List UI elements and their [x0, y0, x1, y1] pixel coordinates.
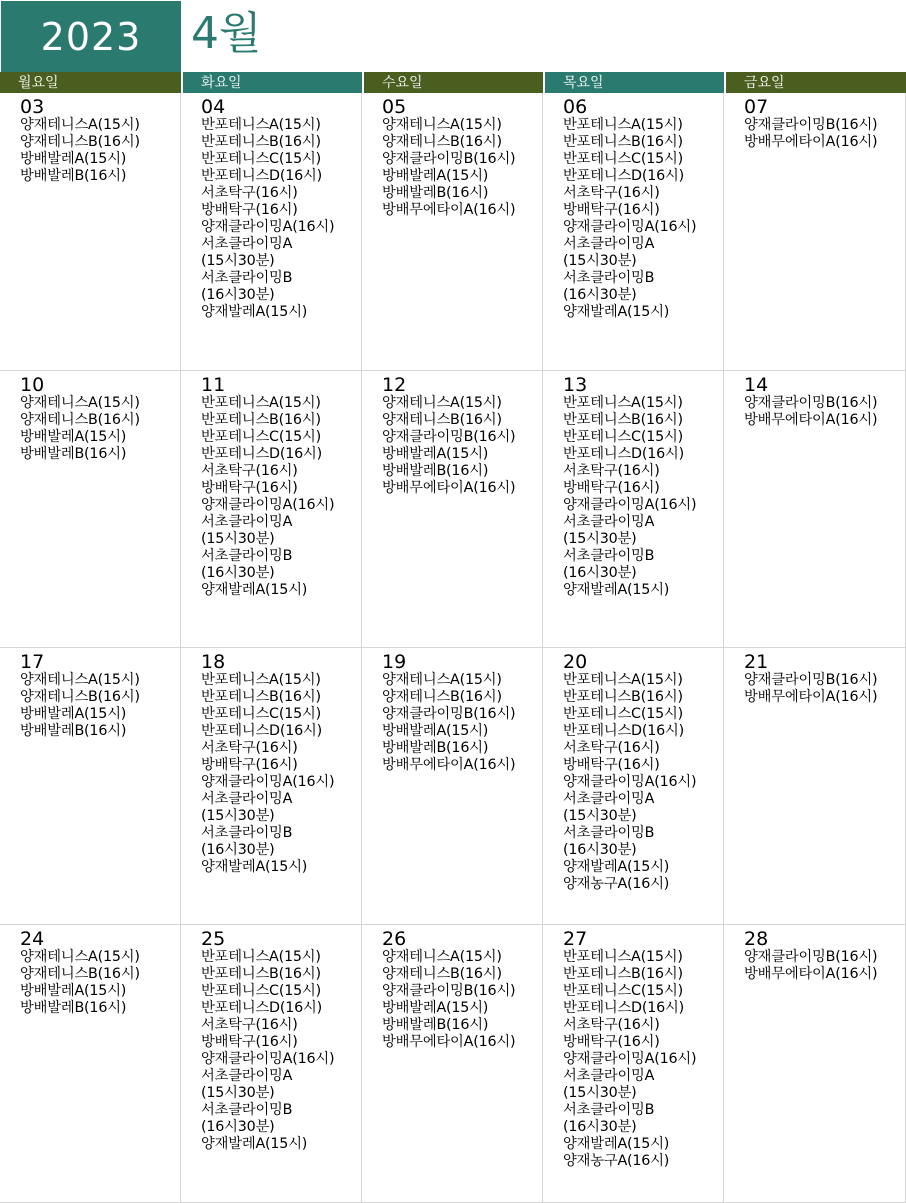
event-list — [382, 395, 540, 497]
event-item[interactable]: 양재클라이밍A(16시) — [563, 1051, 697, 1067]
event-item[interactable]: 반포테니스C(15시) — [563, 151, 683, 167]
event-item[interactable]: 방배무에타이A(16시) — [382, 1034, 516, 1050]
day-cell[interactable] — [181, 93, 362, 371]
event-item[interactable]: 반포테니스D(16시) — [563, 1000, 685, 1016]
event-item[interactable]: 방배발레B(16시) — [20, 1000, 127, 1016]
event-item[interactable]: 양재클라이밍B(16시) — [382, 983, 516, 999]
day-number: 06 — [563, 96, 588, 118]
day-cell[interactable] — [0, 371, 181, 648]
event-list — [744, 117, 903, 151]
event-item[interactable]: 방배발레B(16시) — [382, 185, 489, 201]
day-number: 14 — [744, 374, 769, 396]
event-item[interactable]: 양재발레A(15시) — [201, 582, 308, 598]
event-item[interactable]: 서초탁구(16시) — [201, 1017, 298, 1033]
day-cell[interactable] — [543, 925, 724, 1203]
event-item[interactable]: 서초탁구(16시) — [201, 185, 298, 201]
event-list — [201, 395, 359, 599]
event-item[interactable]: (16시30분) — [201, 565, 275, 581]
event-item[interactable]: 양재클라이밍B(16시) — [744, 672, 878, 688]
event-item[interactable]: 방배무에타이A(16시) — [744, 689, 878, 705]
event-item[interactable]: 반포테니스C(15시) — [563, 706, 683, 722]
event-item[interactable]: (16시30분) — [201, 1119, 275, 1135]
event-item[interactable]: 방배발레B(16시) — [20, 723, 127, 739]
month-title: 4월 — [191, 8, 262, 59]
event-item[interactable]: (16시30분) — [563, 565, 637, 581]
event-item[interactable]: 양재클라이밍A(16시) — [563, 774, 697, 790]
day-cell[interactable] — [724, 925, 906, 1203]
event-item[interactable]: 반포테니스C(15시) — [201, 151, 321, 167]
event-item[interactable]: 반포테니스B(16시) — [201, 134, 321, 150]
event-item[interactable]: 방배발레A(15시) — [20, 983, 127, 999]
event-item[interactable]: 방배발레B(16시) — [382, 740, 489, 756]
day-cell[interactable] — [362, 371, 543, 648]
event-list — [563, 117, 721, 321]
day-cell[interactable] — [0, 925, 181, 1203]
day-number: 27 — [563, 928, 588, 950]
event-item[interactable]: 반포테니스D(16시) — [201, 168, 323, 184]
event-item[interactable]: 양재테니스A(15시) — [382, 672, 502, 688]
weekday-header: 금요일 — [726, 72, 906, 93]
event-list — [744, 672, 903, 706]
event-item[interactable]: 서초클라이밍B — [563, 270, 655, 286]
event-item[interactable]: 양재클라이밍B(16시) — [382, 429, 516, 445]
event-item[interactable]: 양재테니스A(15시) — [20, 395, 140, 411]
calendar-header — [0, 0, 906, 72]
event-item[interactable]: 반포테니스B(16시) — [563, 689, 683, 705]
event-item[interactable]: 양재테니스A(15시) — [20, 117, 140, 133]
event-item[interactable]: 서초클라이밍A — [201, 1068, 293, 1084]
event-item[interactable]: 양재클라이밍A(16시) — [563, 497, 697, 513]
day-cell[interactable] — [362, 925, 543, 1203]
event-item[interactable]: 양재농구A(16시) — [563, 876, 670, 892]
event-item[interactable]: 양재발레A(15시) — [201, 1136, 308, 1152]
day-cell[interactable] — [181, 371, 362, 648]
event-item[interactable]: 반포테니스B(16시) — [563, 966, 683, 982]
event-item[interactable]: 서초클라이밍A — [563, 1068, 655, 1084]
event-item[interactable]: 방배탁구(16시) — [563, 757, 660, 773]
day-number: 21 — [744, 651, 769, 673]
event-item[interactable]: 방배무에타이A(16시) — [382, 757, 516, 773]
event-item[interactable]: 방배발레A(15시) — [20, 706, 127, 722]
day-cell[interactable] — [724, 93, 906, 371]
event-item[interactable]: 서초탁구(16시) — [563, 740, 660, 756]
event-item[interactable]: 서초탁구(16시) — [563, 1017, 660, 1033]
weekday-header: 화요일 — [183, 72, 362, 93]
day-number: 28 — [744, 928, 769, 950]
weekday-header-row — [0, 72, 906, 93]
day-number: 13 — [563, 374, 588, 396]
event-item[interactable]: 반포테니스D(16시) — [563, 723, 685, 739]
weekday-header: 목요일 — [545, 72, 724, 93]
event-item[interactable]: 서초탁구(16시) — [563, 463, 660, 479]
event-item[interactable]: 방배탁구(16시) — [201, 480, 298, 496]
event-item[interactable]: (15시30분) — [563, 808, 637, 824]
event-item[interactable]: 반포테니스D(16시) — [563, 168, 685, 184]
day-cell[interactable] — [724, 371, 906, 648]
event-item[interactable]: 방배탁구(16시) — [563, 1034, 660, 1050]
event-item[interactable]: 방배무에타이A(16시) — [744, 134, 878, 150]
day-number: 11 — [201, 374, 226, 396]
day-number: 25 — [201, 928, 226, 950]
event-item[interactable]: 반포테니스A(15시) — [563, 117, 683, 133]
event-item[interactable]: 양재클라이밍B(16시) — [744, 117, 878, 133]
event-list — [382, 117, 540, 219]
event-list — [563, 672, 721, 893]
event-item[interactable]: 반포테니스D(16시) — [201, 1000, 323, 1016]
event-item[interactable]: 반포테니스A(15시) — [563, 949, 683, 965]
event-item[interactable]: 양재발레A(15시) — [201, 859, 308, 875]
event-item[interactable]: 반포테니스C(15시) — [563, 429, 683, 445]
event-item[interactable]: 반포테니스A(15시) — [201, 672, 321, 688]
event-item[interactable]: 서초클라이밍B — [563, 548, 655, 564]
event-item[interactable]: (15시30분) — [201, 1085, 275, 1101]
day-number: 18 — [201, 651, 226, 673]
event-item[interactable]: 방배발레B(16시) — [382, 463, 489, 479]
event-item[interactable]: 방배탁구(16시) — [563, 480, 660, 496]
event-list — [744, 395, 903, 429]
day-cell[interactable] — [543, 371, 724, 648]
event-item[interactable]: 서초클라이밍B — [563, 1102, 655, 1118]
event-item[interactable]: 서초클라이밍B — [201, 825, 293, 841]
event-item[interactable]: 서초클라이밍B — [201, 548, 293, 564]
event-item[interactable]: 서초클라이밍B — [201, 270, 293, 286]
event-item[interactable]: 양재발레A(15시) — [563, 304, 670, 320]
event-item[interactable]: 반포테니스A(15시) — [201, 395, 321, 411]
event-item[interactable]: (15시30분) — [201, 808, 275, 824]
event-item[interactable]: 양재테니스B(16시) — [20, 966, 140, 982]
day-number: 04 — [201, 96, 226, 118]
day-cell[interactable] — [0, 648, 181, 925]
day-cell[interactable] — [543, 93, 724, 371]
event-item[interactable]: 양재테니스B(16시) — [20, 134, 140, 150]
event-item[interactable]: 방배발레A(15시) — [20, 151, 127, 167]
event-item[interactable]: 양재테니스A(15시) — [20, 672, 140, 688]
event-item[interactable]: 방배탁구(16시) — [201, 202, 298, 218]
event-item[interactable]: 반포테니스B(16시) — [563, 134, 683, 150]
event-item[interactable]: 반포테니스B(16시) — [201, 966, 321, 982]
event-list — [382, 949, 540, 1051]
event-item[interactable]: 양재클라이밍B(16시) — [744, 395, 878, 411]
event-list — [563, 395, 721, 599]
event-item[interactable]: 양재발레A(15시) — [563, 582, 670, 598]
event-item[interactable]: 양재발레A(15시) — [563, 1136, 670, 1152]
day-number: 26 — [382, 928, 407, 950]
event-item[interactable]: 반포테니스A(15시) — [201, 117, 321, 133]
event-list — [20, 395, 178, 463]
event-item[interactable]: 방배발레A(15시) — [20, 429, 127, 445]
event-item[interactable]: 서초클라이밍A — [201, 236, 293, 252]
day-cell[interactable] — [543, 648, 724, 925]
event-item[interactable]: (16시30분) — [563, 1119, 637, 1135]
event-item[interactable]: 서초클라이밍A — [201, 791, 293, 807]
event-item[interactable]: (15시30분) — [201, 531, 275, 547]
day-cell[interactable] — [181, 925, 362, 1203]
event-item[interactable]: 양재테니스A(15시) — [382, 949, 502, 965]
event-item[interactable]: 방배발레B(16시) — [20, 446, 127, 462]
event-list — [563, 949, 721, 1170]
event-item[interactable]: (16시30분) — [563, 287, 637, 303]
event-item[interactable]: 양재테니스B(16시) — [382, 689, 502, 705]
event-item[interactable]: 서초클라이밍A — [563, 236, 655, 252]
event-item[interactable]: 양재테니스B(16시) — [20, 412, 140, 428]
event-item[interactable]: 반포테니스B(16시) — [201, 412, 321, 428]
event-item[interactable]: 방배발레A(15시) — [382, 168, 489, 184]
event-list — [20, 117, 178, 185]
day-number: 20 — [563, 651, 588, 673]
event-item[interactable]: 양재발레A(15시) — [201, 304, 308, 320]
event-item[interactable]: (15시30분) — [563, 531, 637, 547]
event-item[interactable]: (16시30분) — [201, 287, 275, 303]
day-number: 07 — [744, 96, 769, 118]
day-cell[interactable] — [181, 648, 362, 925]
day-cell[interactable] — [362, 93, 543, 371]
event-item[interactable]: 반포테니스C(15시) — [563, 983, 683, 999]
day-number: 05 — [382, 96, 407, 118]
event-item[interactable]: 반포테니스C(15시) — [201, 429, 321, 445]
event-item[interactable]: 반포테니스D(16시) — [201, 446, 323, 462]
event-item[interactable]: (16시30분) — [563, 842, 637, 858]
event-item[interactable]: 반포테니스C(15시) — [201, 983, 321, 999]
event-item[interactable]: 서초탁구(16시) — [563, 185, 660, 201]
day-number: 19 — [382, 651, 407, 673]
event-item[interactable]: 양재클라이밍A(16시) — [201, 774, 335, 790]
day-number: 24 — [20, 928, 45, 950]
day-number: 03 — [20, 96, 45, 118]
day-number: 12 — [382, 374, 407, 396]
event-item[interactable]: 서초클라이밍A — [201, 514, 293, 530]
event-item[interactable]: 양재농구A(16시) — [563, 1153, 670, 1169]
event-item[interactable]: 양재발레A(15시) — [563, 859, 670, 875]
event-list — [744, 949, 903, 983]
day-cell[interactable] — [0, 93, 181, 371]
event-item[interactable]: 방배탁구(16시) — [563, 202, 660, 218]
event-item[interactable]: 방배탁구(16시) — [201, 757, 298, 773]
event-list — [201, 949, 359, 1153]
event-item[interactable]: 양재클라이밍A(16시) — [201, 219, 335, 235]
event-item[interactable]: 양재테니스B(16시) — [382, 134, 502, 150]
event-item[interactable]: 방배무에타이A(16시) — [382, 202, 516, 218]
event-item[interactable]: 양재클라이밍A(16시) — [201, 497, 335, 513]
event-item[interactable]: 반포테니스C(15시) — [201, 706, 321, 722]
event-item[interactable]: 서초클라이밍A — [563, 514, 655, 530]
event-item[interactable]: (15시30분) — [563, 1085, 637, 1101]
event-item[interactable]: 서초클라이밍B — [563, 825, 655, 841]
event-item[interactable]: 방배발레A(15시) — [382, 723, 489, 739]
weekday-header: 월요일 — [0, 72, 181, 93]
event-item[interactable]: 방배무에타이A(16시) — [744, 412, 878, 428]
event-item[interactable]: 양재클라이밍B(16시) — [382, 706, 516, 722]
event-item[interactable]: 방배무에타이A(16시) — [382, 480, 516, 496]
event-item[interactable]: 방배발레A(15시) — [382, 1000, 489, 1016]
event-item[interactable]: 반포테니스A(15시) — [563, 672, 683, 688]
event-item[interactable]: 양재클라이밍B(16시) — [744, 949, 878, 965]
event-item[interactable]: 방배발레A(15시) — [382, 446, 489, 462]
day-number: 10 — [20, 374, 45, 396]
event-item[interactable]: 반포테니스A(15시) — [563, 395, 683, 411]
event-item[interactable]: (16시30분) — [201, 842, 275, 858]
event-item[interactable]: 방배무에타이A(16시) — [744, 966, 878, 982]
event-item[interactable]: 서초탁구(16시) — [201, 463, 298, 479]
event-item[interactable]: (15시30분) — [563, 253, 637, 269]
event-item[interactable]: 서초클라이밍A — [563, 791, 655, 807]
calendar-grid — [0, 93, 906, 1203]
event-item[interactable]: 반포테니스B(16시) — [563, 412, 683, 428]
event-list — [382, 672, 540, 774]
event-list — [201, 672, 359, 876]
event-item[interactable]: 서초탁구(16시) — [201, 740, 298, 756]
event-item[interactable]: 반포테니스D(16시) — [563, 446, 685, 462]
event-item[interactable]: 양재클라이밍A(16시) — [201, 1051, 335, 1067]
year-label: 2023 — [1, 1, 181, 72]
day-cell[interactable] — [362, 648, 543, 925]
event-item[interactable]: 방배발레B(16시) — [382, 1017, 489, 1033]
event-item[interactable]: 서초클라이밍B — [201, 1102, 293, 1118]
event-item[interactable]: 양재테니스B(16시) — [20, 689, 140, 705]
event-list — [201, 117, 359, 321]
event-item[interactable]: 양재테니스A(15시) — [382, 117, 502, 133]
event-item[interactable]: 반포테니스A(15시) — [201, 949, 321, 965]
event-list — [20, 672, 178, 740]
event-item[interactable]: 반포테니스B(16시) — [201, 689, 321, 705]
event-list — [20, 949, 178, 1017]
event-item[interactable]: 양재테니스A(15시) — [20, 949, 140, 965]
day-cell[interactable] — [724, 648, 906, 925]
event-item[interactable]: 반포테니스D(16시) — [201, 723, 323, 739]
event-item[interactable]: 양재클라이밍A(16시) — [563, 219, 697, 235]
day-number: 17 — [20, 651, 45, 673]
event-item[interactable]: 양재클라이밍B(16시) — [382, 151, 516, 167]
weekday-header: 수요일 — [364, 72, 543, 93]
event-item[interactable]: 방배탁구(16시) — [201, 1034, 298, 1050]
event-item[interactable]: 방배발레B(16시) — [20, 168, 127, 184]
event-item[interactable]: 양재테니스B(16시) — [382, 966, 502, 982]
event-item[interactable]: 양재테니스B(16시) — [382, 412, 502, 428]
event-item[interactable]: 양재테니스A(15시) — [382, 395, 502, 411]
event-item[interactable]: (15시30분) — [201, 253, 275, 269]
